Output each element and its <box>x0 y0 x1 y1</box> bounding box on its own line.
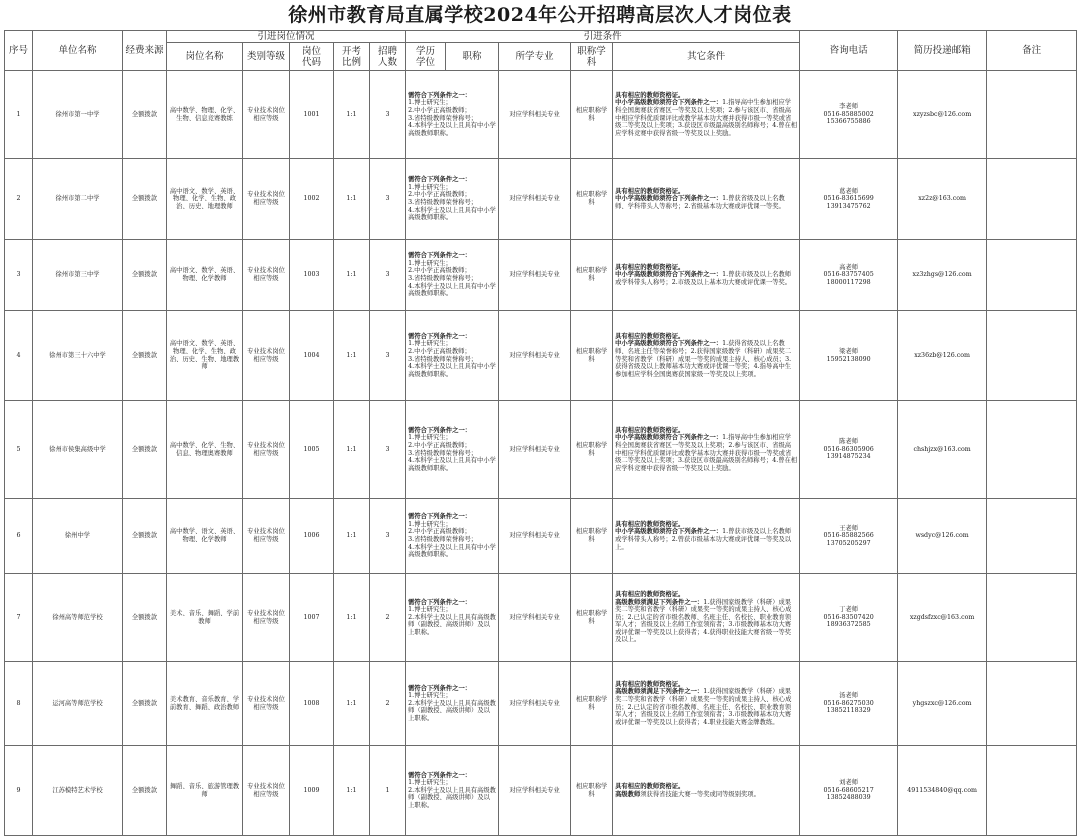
cell-code: 1009 <box>290 746 334 836</box>
phone-number: 0516-83615699 <box>823 195 874 203</box>
edu-condition-heading: 需符合下列条件之一： <box>408 332 472 340</box>
cell-edu-conditions <box>406 159 499 240</box>
cell-major: 对应学科相关专业 <box>499 662 571 746</box>
cell-edu-conditions <box>406 499 499 574</box>
cell-ratio: 1:1 <box>334 746 370 836</box>
cell-note <box>987 401 1077 499</box>
cell-edu-conditions <box>406 662 499 746</box>
edu-condition-line: 1.博士研究生； <box>408 434 452 442</box>
contact-name: 丁老师 <box>839 606 859 614</box>
phone-number: 13705205297 <box>826 539 871 547</box>
phone-number: 0516-85885002 <box>823 110 874 118</box>
cell-edu-conditions <box>406 746 499 836</box>
table-row <box>5 159 1077 240</box>
cell-email: xzgdsfzxc@163.com <box>898 574 987 662</box>
cell-edu-conditions <box>406 311 499 401</box>
cell-category: 专业技术岗位相应等级 <box>243 401 290 499</box>
table-row <box>5 401 1077 499</box>
header-email: 简历投递邮箱 <box>898 31 987 71</box>
edu-condition-line: 4.本科学士及以上且具有中小学高级教师职称。 <box>408 363 496 378</box>
edu-condition-line: 2.本科学士及以上且具有高级教师（副教授、高级讲师）及以上职称。 <box>408 613 496 636</box>
table-row <box>5 499 1077 574</box>
cell-seq: 8 <box>5 662 33 746</box>
cell-seq: 2 <box>5 159 33 240</box>
cell-funding: 全额拨款 <box>123 71 167 159</box>
cell-unit: 徐州中学 <box>33 499 123 574</box>
header-phone: 咨询电话 <box>800 31 898 71</box>
cell-ratio: 1:1 <box>334 159 370 240</box>
edu-condition-line: 3.省特级教师荣誉称号； <box>408 114 478 122</box>
cell-major: 对应学科相关专业 <box>499 71 571 159</box>
other-condition-subheading: 中小学高级教师须符合下列条件之一： <box>615 340 723 348</box>
cell-ratio: 1:1 <box>334 240 370 311</box>
header-code: 岗位 代码 <box>290 43 334 71</box>
phone-number: 0516-83757405 <box>823 271 874 279</box>
cell-funding: 全额拨款 <box>123 746 167 836</box>
cell-count: 3 <box>370 311 406 401</box>
cell-funding: 全额拨款 <box>123 499 167 574</box>
cell-unit: 徐州市第一中学 <box>33 71 123 159</box>
other-condition-text: 1.曾获市级及以上名教师或学科带头人称号；2.市级及以上基本功大赛或评优课一等奖。 <box>615 271 792 286</box>
cell-other-conditions <box>613 240 800 311</box>
cell-position: 舞蹈、音乐、旅游管理教师 <box>167 746 243 836</box>
cell-code: 1005 <box>290 401 334 499</box>
cell-subject: 相应职称学科 <box>571 401 613 499</box>
cell-category: 专业技术岗位相应等级 <box>243 746 290 836</box>
cell-phone <box>800 311 898 401</box>
cell-category: 专业技术岗位相应等级 <box>243 574 290 662</box>
cell-phone <box>800 662 898 746</box>
cell-seq: 9 <box>5 746 33 836</box>
cell-count: 3 <box>370 499 406 574</box>
cell-code: 1006 <box>290 499 334 574</box>
edu-condition-heading: 需符合下列条件之一： <box>408 91 472 99</box>
cell-edu-conditions <box>406 71 499 159</box>
table-row <box>5 240 1077 311</box>
cell-count: 3 <box>370 240 406 311</box>
phone-number: 13913475762 <box>826 202 871 210</box>
cell-ratio: 1:1 <box>334 71 370 159</box>
edu-condition-line: 1.博士研究生； <box>408 779 452 787</box>
other-condition-heading: 具有相应的教师资格证。 <box>615 426 685 434</box>
cell-seq: 4 <box>5 311 33 401</box>
cell-other-conditions <box>613 401 800 499</box>
other-condition-subheading: 中小学高级教师须符合下列条件之一： <box>615 99 723 107</box>
cell-count: 2 <box>370 574 406 662</box>
cell-subject: 相应职称学科 <box>571 159 613 240</box>
cell-edu-conditions <box>406 401 499 499</box>
cell-phone <box>800 401 898 499</box>
table-row <box>5 574 1077 662</box>
cell-unit: 江苏模特艺术学校 <box>33 746 123 836</box>
cell-note <box>987 71 1077 159</box>
cell-position: 高中语文、数学、英语、物理、化学教师 <box>167 240 243 311</box>
phone-number: 15952138090 <box>826 355 871 363</box>
contact-name: 葛老师 <box>839 187 859 195</box>
header-subject: 职称学科 <box>571 43 613 71</box>
cell-unit: 徐州市第三十六中学 <box>33 311 123 401</box>
other-condition-subheading: 中小学高级教师须符合下列条件之一： <box>615 271 723 279</box>
cell-note <box>987 574 1077 662</box>
phone-number: 13914875234 <box>826 453 871 461</box>
cell-funding: 全额拨款 <box>123 574 167 662</box>
cell-position: 美术教育、音乐教育、学前教育、舞蹈、政治教师 <box>167 662 243 746</box>
cell-funding: 全额拨款 <box>123 159 167 240</box>
cell-count: 3 <box>370 71 406 159</box>
edu-condition-line: 2.中小学正高级教师； <box>408 347 471 355</box>
cell-position: 高中数学、物理、化学、生物、信息竞赛教练 <box>167 71 243 159</box>
edu-condition-line: 4.本科学士及以上且具有中小学高级教师职称。 <box>408 122 496 137</box>
header-unit: 单位名称 <box>33 31 123 71</box>
cell-code: 1007 <box>290 574 334 662</box>
cell-note <box>987 311 1077 401</box>
cell-unit: 徐州高等师范学校 <box>33 574 123 662</box>
contact-name: 汤老师 <box>839 692 859 700</box>
edu-condition-line: 3.省特级教师荣誉称号； <box>408 199 478 206</box>
cell-major: 对应学科相关专业 <box>499 746 571 836</box>
cell-category: 专业技术岗位相应等级 <box>243 662 290 746</box>
other-condition-heading: 具有相应的教师资格证。 <box>615 91 685 99</box>
cell-email: xzyzsbc@126.com <box>898 71 987 159</box>
other-condition-heading: 具有相应的教师资格证。 <box>615 332 685 340</box>
cell-ratio: 1:1 <box>334 401 370 499</box>
cell-unit: 徐州市侯集高级中学 <box>33 401 123 499</box>
cell-ratio: 1:1 <box>334 574 370 662</box>
other-condition-text: 1.曾获市级及以上名教师或学科带头人称号；2.曾获市级基本功大赛或评优课一等奖及以上。 <box>615 528 792 551</box>
table-row <box>5 746 1077 836</box>
cell-code: 1002 <box>290 159 334 240</box>
cell-email: xz36zb@126.com <box>898 311 987 401</box>
cell-other-conditions <box>613 662 800 746</box>
cell-major: 对应学科相关专业 <box>499 240 571 311</box>
cell-category: 专业技术岗位相应等级 <box>243 311 290 401</box>
header-note: 备注 <box>987 31 1077 71</box>
cell-email: xz2z@163.com <box>898 159 987 240</box>
cell-email: 4911534840@qq.com <box>898 746 987 836</box>
cell-note <box>987 240 1077 311</box>
cell-note <box>987 159 1077 240</box>
phone-number: 13852118329 <box>826 707 871 715</box>
cell-ratio: 1:1 <box>334 662 370 746</box>
cell-phone <box>800 159 898 240</box>
cell-category: 专业技术岗位相应等级 <box>243 159 290 240</box>
edu-condition-line: 1.博士研究生； <box>408 520 452 528</box>
cell-position: 高中语文、数学、英语、物理、化学、生物、政治、历史、生物、地理教师 <box>167 311 243 401</box>
cell-position: 高中数学、语文、英语、物理、化学教师 <box>167 499 243 574</box>
edu-condition-line: 2.本科学士及以上且具有高级教师（副教授、高级讲师）及以上职称。 <box>408 699 496 722</box>
other-condition-text: 1.指导高中生参加相应学科全国奥赛获省赛区一等奖及以上奖项；2.参与该区市、省级高中相应学科优质课评比或教学基本功大赛并获得市级一等奖或省级二等奖及以上奖项；3.获设区市级最高级别名师称号；4.曾在相应学科竞赛中获得省级一等奖及以上奖励。 <box>615 99 798 137</box>
cell-major: 对应学科相关专业 <box>499 574 571 662</box>
cell-subject: 相应职称学科 <box>571 499 613 574</box>
cell-position: 高中数学、化学、生物、信息、物理奥赛教师 <box>167 401 243 499</box>
cell-major: 对应学科相关专业 <box>499 159 571 240</box>
cell-unit: 徐州市第三中学 <box>33 240 123 311</box>
phone-number: 15366755886 <box>826 118 871 126</box>
cell-note <box>987 662 1077 746</box>
phone-number: 0516-68605217 <box>823 786 874 794</box>
edu-condition-line: 2.本科学士及以上且具有高级教师（副教授、高级讲师）及以上职称。 <box>408 786 496 809</box>
cell-subject: 相应职称学科 <box>571 311 613 401</box>
edu-condition-line: 1.博士研究生； <box>408 183 452 191</box>
header-other: 其它条件 <box>613 43 800 71</box>
cell-major: 对应学科相关专业 <box>499 311 571 401</box>
cell-edu-conditions <box>406 574 499 662</box>
cell-other-conditions <box>613 574 800 662</box>
cell-code: 1003 <box>290 240 334 311</box>
other-condition-text: 1.指导高中生参加相应学科全国奥赛获省赛区一等奖及以上奖项；2.参与该区市、省级高中相应学科优质课评比或教学基本功大赛并获得市级一等奖或省级二等奖及以上奖项；3.获设区市级最高级别名师称号；4.曾在相应学科竞赛中获得省级一等奖及以上奖励。 <box>615 434 798 472</box>
cell-note <box>987 499 1077 574</box>
table-row <box>5 662 1077 746</box>
cell-ratio: 1:1 <box>334 499 370 574</box>
cell-position: 高中语文、数学、英语、物理、化学、生物、政治、历史、地理教师 <box>167 159 243 240</box>
other-condition-subheading: 中小学高级教师须符合下列条件之一： <box>615 195 723 203</box>
other-condition-heading: 具有相应的教师资格证。 <box>615 680 685 688</box>
other-condition-subheading: 高级教师 <box>615 790 641 798</box>
edu-condition-line: 1.博士研究生； <box>408 340 452 348</box>
header-ratio: 开考 比例 <box>334 43 370 71</box>
contact-name: 刘老师 <box>839 779 859 787</box>
phone-number: 18000117298 <box>826 278 871 286</box>
cell-major: 对应学科相关专业 <box>499 499 571 574</box>
other-condition-subheading: 高级教师须满足下列条件之一： <box>615 598 704 606</box>
cell-edu-conditions <box>406 240 499 311</box>
edu-condition-heading: 需符合下列条件之一： <box>408 252 472 260</box>
cell-phone <box>800 746 898 836</box>
cell-unit: 徐州市第二中学 <box>33 159 123 240</box>
edu-condition-heading: 需符合下列条件之一： <box>408 684 472 692</box>
other-condition-heading: 具有相应的教师资格证。 <box>615 187 685 195</box>
edu-condition-line: 1.博士研究生； <box>408 259 452 267</box>
edu-condition-heading: 需符合下列条件之一： <box>408 176 472 184</box>
edu-condition-heading: 需符合下列条件之一： <box>408 771 472 779</box>
cell-code: 1001 <box>290 71 334 159</box>
other-condition-subheading: 高级教师须满足下列条件之一： <box>615 688 704 696</box>
cell-subject: 相应职称学科 <box>571 71 613 159</box>
contact-name: 梁老师 <box>839 347 859 355</box>
phone-number: 0516-86305906 <box>823 445 874 453</box>
cell-email: chshjzx@163.com <box>898 401 987 499</box>
cell-other-conditions <box>613 311 800 401</box>
contact-name: 王老师 <box>839 524 859 532</box>
cell-phone <box>800 71 898 159</box>
edu-condition-line: 1.博士研究生； <box>408 692 452 700</box>
cell-seq: 6 <box>5 499 33 574</box>
edu-condition-heading: 需符合下列条件之一： <box>408 598 472 606</box>
cell-funding: 全额拨款 <box>123 311 167 401</box>
table-row <box>5 311 1077 401</box>
cell-subject: 相应职称学科 <box>571 574 613 662</box>
phone-number: 0516-83507420 <box>823 613 874 621</box>
edu-condition-line: 2.中小学正高级教师； <box>408 191 471 199</box>
cell-major: 对应学科相关专业 <box>499 401 571 499</box>
header-major: 所学专业 <box>499 43 571 71</box>
cell-email: yhgszxc@126.com <box>898 662 987 746</box>
cell-phone <box>800 574 898 662</box>
cell-funding: 全额拨款 <box>123 662 167 746</box>
page-title: 徐州市教育局直属学校2024年公开招聘高层次人才岗位表 <box>288 4 792 26</box>
other-condition-text: 1.曾获省级及以上名教师、学科带头人等称号；2.省级基本功大赛或评优课一等奖。 <box>615 195 785 210</box>
cell-subject: 相应职称学科 <box>571 746 613 836</box>
edu-condition-line: 4.本科学士及以上且具有中小学高级教师职称。 <box>408 457 496 472</box>
table-row <box>5 71 1077 159</box>
header-count: 招聘 人数 <box>370 43 406 71</box>
cell-ratio: 1:1 <box>334 311 370 401</box>
cell-other-conditions <box>613 71 800 159</box>
cell-email: xz3zhgs@126.com <box>898 240 987 311</box>
edu-condition-line: 2.中小学正高级教师； <box>408 528 471 536</box>
other-condition-heading: 具有相应的教师资格证。 <box>615 263 685 271</box>
header-title: 职称 <box>446 43 499 71</box>
edu-condition-line: 3.省特级教师荣誉称号； <box>408 275 478 282</box>
cell-phone <box>800 499 898 574</box>
edu-condition-line: 4.本科学士及以上且具有中小学高级教师职称。 <box>408 543 496 559</box>
header-edu: 学历 学位 <box>406 43 446 71</box>
cell-count: 1 <box>370 746 406 836</box>
edu-condition-heading: 需符合下列条件之一： <box>408 426 472 434</box>
cell-seq: 5 <box>5 401 33 499</box>
cell-note <box>987 746 1077 836</box>
cell-seq: 3 <box>5 240 33 311</box>
cell-count: 3 <box>370 401 406 499</box>
cell-count: 2 <box>370 662 406 746</box>
header-group-position: 引进岗位情况 <box>167 31 406 43</box>
cell-phone <box>800 240 898 311</box>
cell-other-conditions <box>613 746 800 836</box>
cell-subject: 相应职称学科 <box>571 240 613 311</box>
other-condition-text: 1.获得国家级教学（科研）成果奖二等奖和省教学（科研）成果奖一等奖的成果主持人、核心成员；2.已认定的省市级名教师、名班主任、名校长、职业教育领军人才；省级及以上名师工作室领衔者；3.市级教师基本功大赛或评优课一等奖及以上获得者；4.职业技能大赛金牌教练。 <box>615 688 792 726</box>
other-condition-heading: 具有相应的教师资格证。 <box>615 520 685 528</box>
cell-count: 3 <box>370 159 406 240</box>
other-condition-heading: 具有相应的教师资格证。 <box>615 590 685 598</box>
cell-category: 专业技术岗位相应等级 <box>243 71 290 159</box>
table-body <box>5 71 1077 836</box>
cell-unit: 运河高等师范学校 <box>33 662 123 746</box>
cell-funding: 全额拨款 <box>123 401 167 499</box>
other-condition-text: 1.获得国家级教学（科研）成果奖二等奖和省教学（科研）成果奖一等奖的成果主持人、核心成员；2.已认定的省市级名教师、名班主任、名校长、职业教育领军人才；省级及以上名师工作室领衔者；3.市级教师基本功大赛或评优课一等奖及以上获得者；4.获得职业技能大赛省级一等奖及以上。 <box>615 598 792 644</box>
edu-condition-line: 2.中小学正高级教师； <box>408 267 471 275</box>
edu-condition-line: 3.省特级教师荣誉称号； <box>408 449 478 457</box>
cell-other-conditions <box>613 159 800 240</box>
edu-condition-line: 4.本科学士及以上且具有中小学高级教师职称。 <box>408 282 496 298</box>
header-funding: 经费来源 <box>123 31 167 71</box>
phone-number: 18936372585 <box>826 621 871 629</box>
other-condition-subheading: 中小学高级教师须符合下列条件之一： <box>615 434 723 442</box>
edu-condition-line: 3.省特级教师荣誉称号； <box>408 536 478 543</box>
other-condition-text: 1.获得省级及以上名教师、名班主任等荣誉称号；2.获得国家级教学（科研）成果奖二等奖和省教学（科研）成果一等奖的成果主持人、核心成员；3.获得省级及以上教师基本功大赛或评优课一等奖；4.指导高中生参加相应学科全国奥赛获国家级一等奖及以上奖项。 <box>615 340 792 378</box>
other-condition-subheading: 中小学高级教师须符合下列条件之一： <box>615 528 723 536</box>
cell-email: wsdyc@126.com <box>898 499 987 574</box>
other-condition-text: 须获得省技能大赛一等奖或同等级别奖项。 <box>640 790 760 798</box>
edu-condition-line: 1.博士研究生； <box>408 606 452 614</box>
cell-seq: 1 <box>5 71 33 159</box>
cell-category: 专业技术岗位相应等级 <box>243 499 290 574</box>
edu-condition-line: 1.博士研究生； <box>408 99 452 107</box>
other-condition-heading: 具有相应的教师资格证。 <box>615 782 685 790</box>
cell-category: 专业技术岗位相应等级 <box>243 240 290 311</box>
edu-condition-line: 2.中小学正高级教师； <box>408 441 471 449</box>
contact-name: 陈老师 <box>839 438 859 446</box>
contact-name: 高老师 <box>839 263 859 271</box>
header-group-conditions: 引进条件 <box>406 31 800 43</box>
cell-code: 1004 <box>290 311 334 401</box>
cell-position: 美术、音乐、舞蹈、学前教师 <box>167 574 243 662</box>
header-position-name: 岗位名称 <box>167 43 243 71</box>
cell-seq: 7 <box>5 574 33 662</box>
edu-condition-line: 4.本科学士及以上且具有中小学高级教师职称。 <box>408 206 496 222</box>
cell-other-conditions <box>613 499 800 574</box>
cell-subject: 相应职称学科 <box>571 662 613 746</box>
contact-name: 李老师 <box>839 103 859 111</box>
cell-funding: 全额拨款 <box>123 240 167 311</box>
phone-number: 0516-85882566 <box>823 532 874 540</box>
phone-number: 0516-86275030 <box>823 699 874 707</box>
phone-number: 13852488039 <box>826 794 871 802</box>
edu-condition-line: 3.省特级教师荣誉称号； <box>408 355 478 363</box>
edu-condition-line: 2.中小学正高级教师； <box>408 106 471 114</box>
edu-condition-heading: 需符合下列条件之一： <box>408 513 472 521</box>
recruitment-table <box>4 30 1077 836</box>
header-category: 类别等级 <box>243 43 290 71</box>
header-seq: 序号 <box>5 31 33 71</box>
cell-code: 1008 <box>290 662 334 746</box>
